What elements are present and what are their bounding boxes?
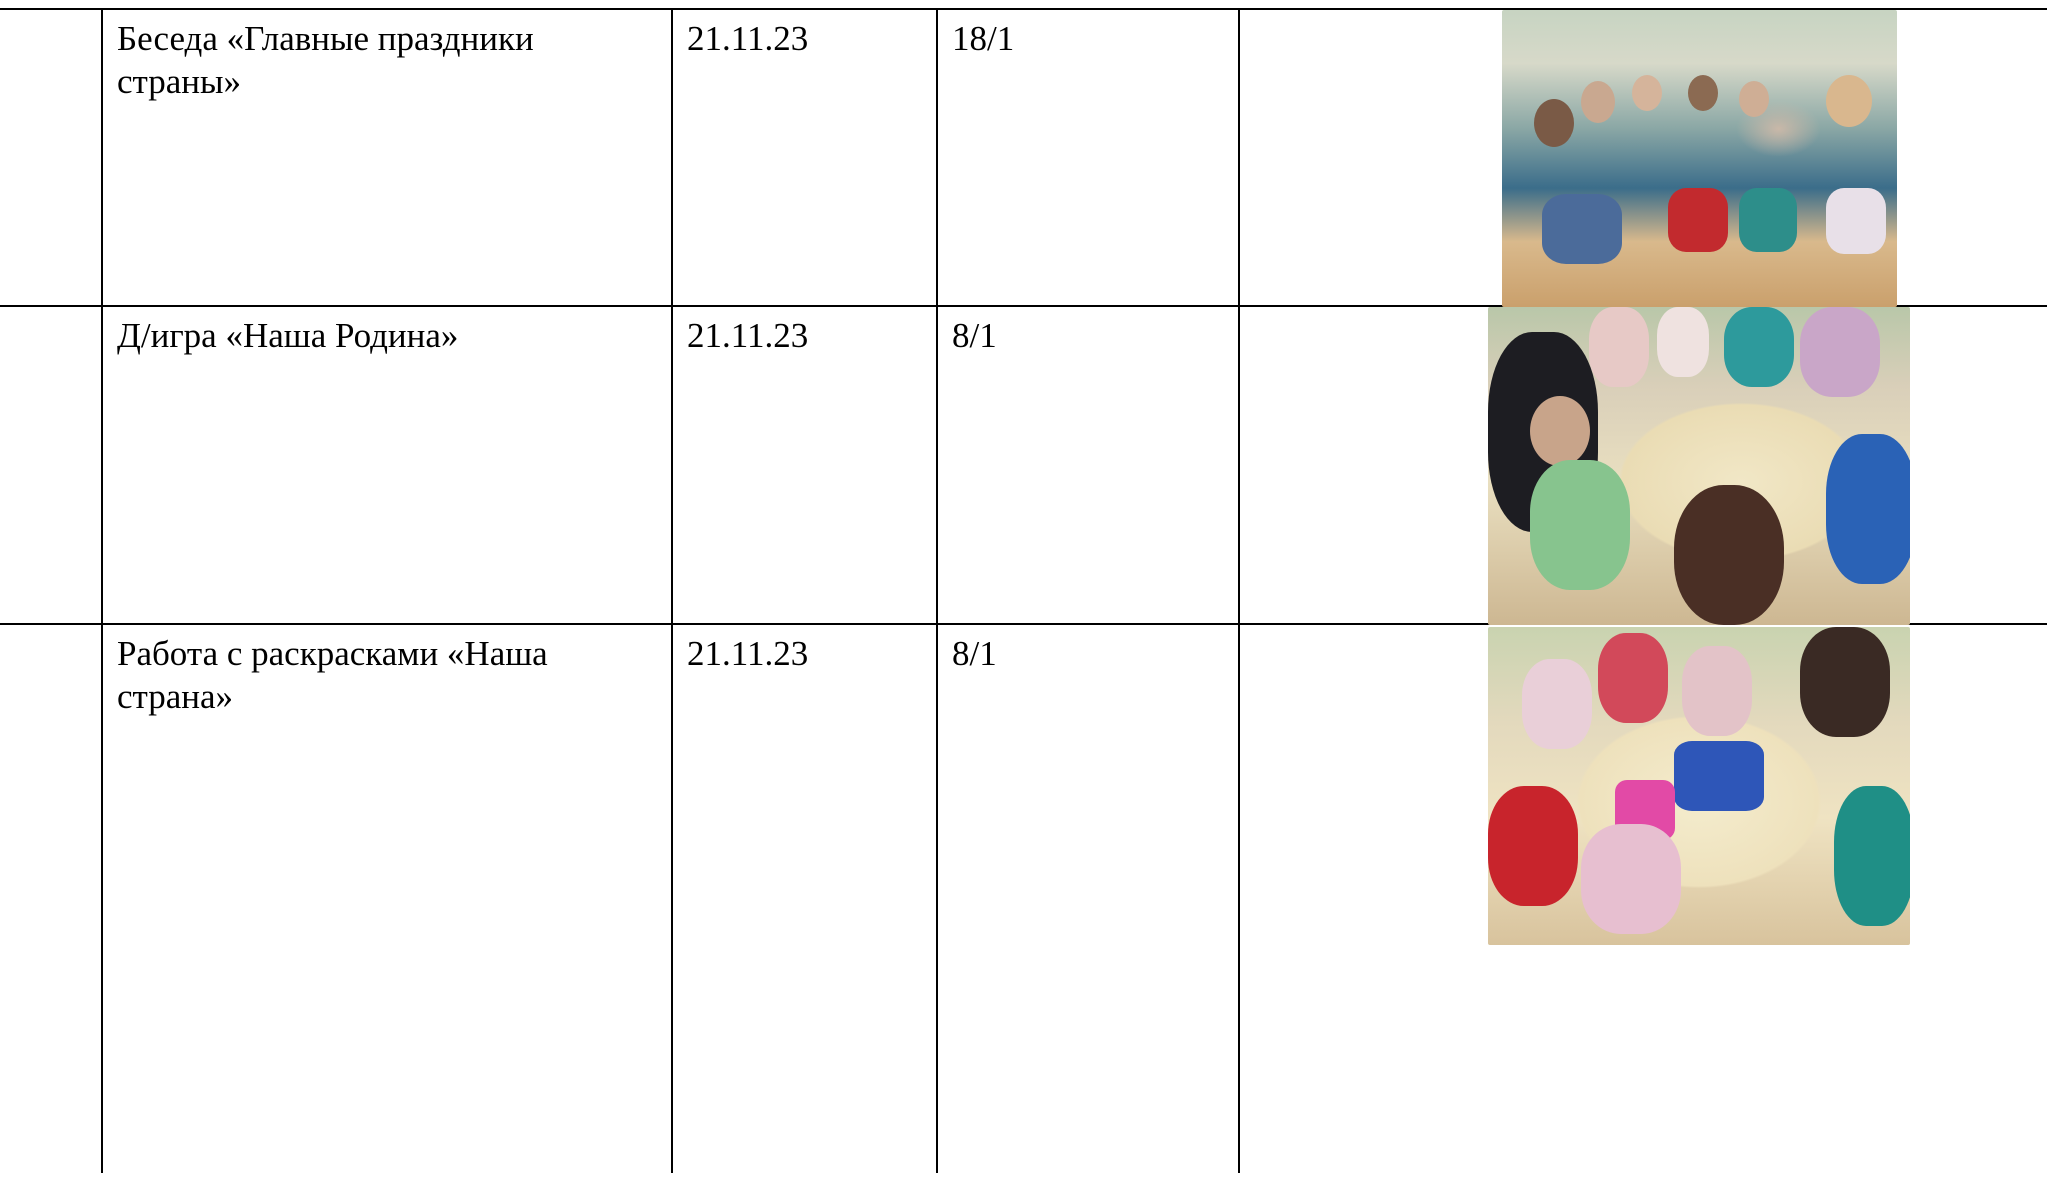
participants-cell xyxy=(937,306,1239,624)
children-coloring-at-table-photo xyxy=(1488,627,1910,945)
children-playing-game-at-table-photo xyxy=(1488,307,1910,625)
row-number-cell xyxy=(0,624,102,1173)
activity-title: Беседа «Главные праздники страны» xyxy=(117,19,534,101)
participants-count: 18/1 xyxy=(952,19,1015,58)
activity-cell xyxy=(102,9,672,306)
date-cell xyxy=(672,624,937,1173)
children-sitting-in-circle-photo xyxy=(1502,10,1897,307)
table-row xyxy=(0,306,2047,624)
activity-table xyxy=(0,8,2047,1173)
participants-cell xyxy=(937,9,1239,306)
activity-date: 21.11.23 xyxy=(687,634,809,673)
date-cell xyxy=(672,9,937,306)
participants-count: 8/1 xyxy=(952,316,997,355)
photo-cell xyxy=(1239,624,2047,1173)
table-row xyxy=(0,624,2047,1173)
activity-title: Д/игра «Наша Родина» xyxy=(117,316,459,355)
participants-count: 8/1 xyxy=(952,634,997,673)
table-row xyxy=(0,9,2047,306)
activity-title: Работа с раскрасками «Наша страна» xyxy=(117,634,548,716)
activity-date: 21.11.23 xyxy=(687,19,809,58)
activity-cell xyxy=(102,624,672,1173)
photo-cell xyxy=(1239,306,2047,624)
date-cell xyxy=(672,306,937,624)
row-number-cell xyxy=(0,9,102,306)
activity-cell xyxy=(102,306,672,624)
participants-cell xyxy=(937,624,1239,1173)
activity-date: 21.11.23 xyxy=(687,316,809,355)
row-number-cell xyxy=(0,306,102,624)
photo-cell xyxy=(1239,9,2047,306)
